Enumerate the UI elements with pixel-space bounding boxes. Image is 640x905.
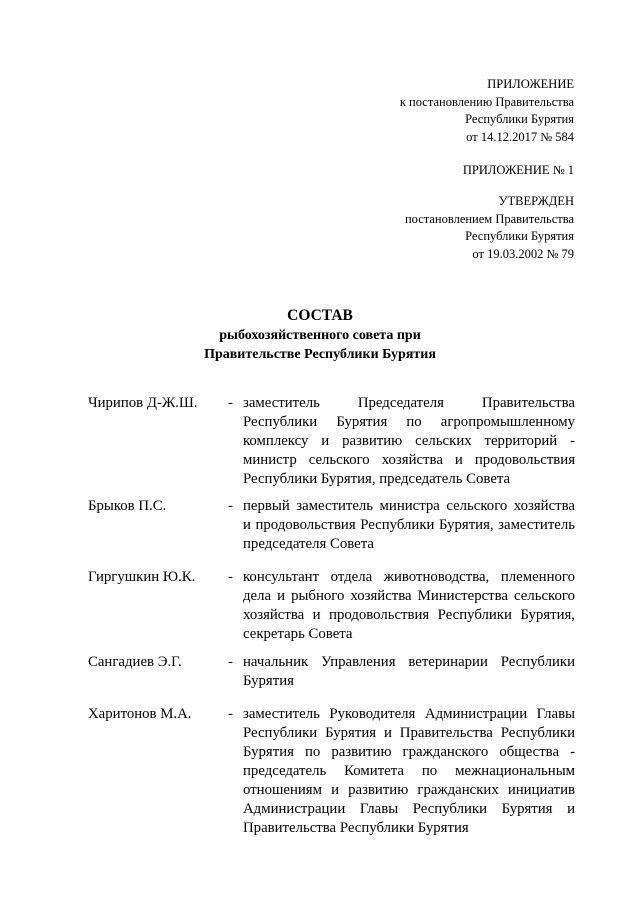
- title-line: рыбохозяйственного совета при: [219, 328, 421, 343]
- appendix-date: от 14.12.2017 № 584: [466, 129, 574, 144]
- member-role: начальник Управления ветеринарии Республики Бурятия: [243, 654, 575, 689]
- approved-stamp: [405, 193, 574, 263]
- member-entry: [88, 653, 575, 691]
- approved-line: УТВЕРЖДЕН: [498, 194, 574, 208]
- member-dash: -: [228, 706, 233, 722]
- member-name: Харитонов М.А.: [88, 706, 192, 722]
- title-line: СОСТАВ: [287, 307, 353, 324]
- member-role: первый заместитель министра сельского хозяйства и продовольствия Республики Бурятия, заместитель председателя Совета: [243, 498, 575, 552]
- member-role: консультант отдела животноводства, племенного дела и рыбного хозяйства Министерства сельского хозяйства и продовольствия Республики Бурятия, секретарь Совета: [243, 569, 575, 642]
- member-dash: -: [228, 654, 233, 670]
- member-entry: [88, 705, 575, 838]
- member-role: заместитель Руководителя Администрации Главы Республики Бурятия и Правительства Республики Бурятия по развитию гражданского общества - председатель Комитета по межнациональным отношениям и развитию гражданских инициатив Администрации Главы Республики Бурятия и Правительства Республики Бурятия: [243, 706, 575, 836]
- appendix-line: ПРИЛОЖЕНИЕ: [487, 77, 574, 91]
- member-entry: [88, 394, 575, 489]
- member-name: Сангадиев Э.Г.: [88, 654, 182, 670]
- approved-date: от 19.03.2002 № 79: [472, 246, 574, 261]
- member-role: заместитель Председателя Правительства Республики Бурятия по агропромышленному комплексу и развитию сельских территорий - министр сельского хозяйства и продовольствия Республики Бурятия, председатель Совета: [243, 395, 575, 487]
- document-title: [0, 306, 640, 364]
- member-name: Гиргушкин Ю.К.: [88, 569, 196, 585]
- member-dash: -: [228, 395, 233, 411]
- appendix-line: к постановлению Правительства: [399, 94, 574, 109]
- member-name: Брыков П.С.: [88, 498, 167, 514]
- approved-line: постановлением Правительства: [404, 211, 574, 226]
- member-dash: -: [228, 569, 233, 585]
- member-dash: -: [228, 498, 233, 514]
- appendix-number: [463, 162, 574, 180]
- title-line: Правительстве Республики Бурятия: [204, 347, 436, 362]
- approved-line: Республики Бурятия: [465, 229, 574, 243]
- appendix-line: Республики Бурятия: [465, 112, 574, 126]
- member-name: Чирипов Д-Ж.Ш.: [88, 395, 198, 411]
- appendix-number-text: ПРИЛОЖЕНИЕ № 1: [462, 163, 574, 177]
- appendix-header: [400, 76, 574, 146]
- member-entry: [88, 568, 575, 644]
- member-entry: [88, 497, 575, 554]
